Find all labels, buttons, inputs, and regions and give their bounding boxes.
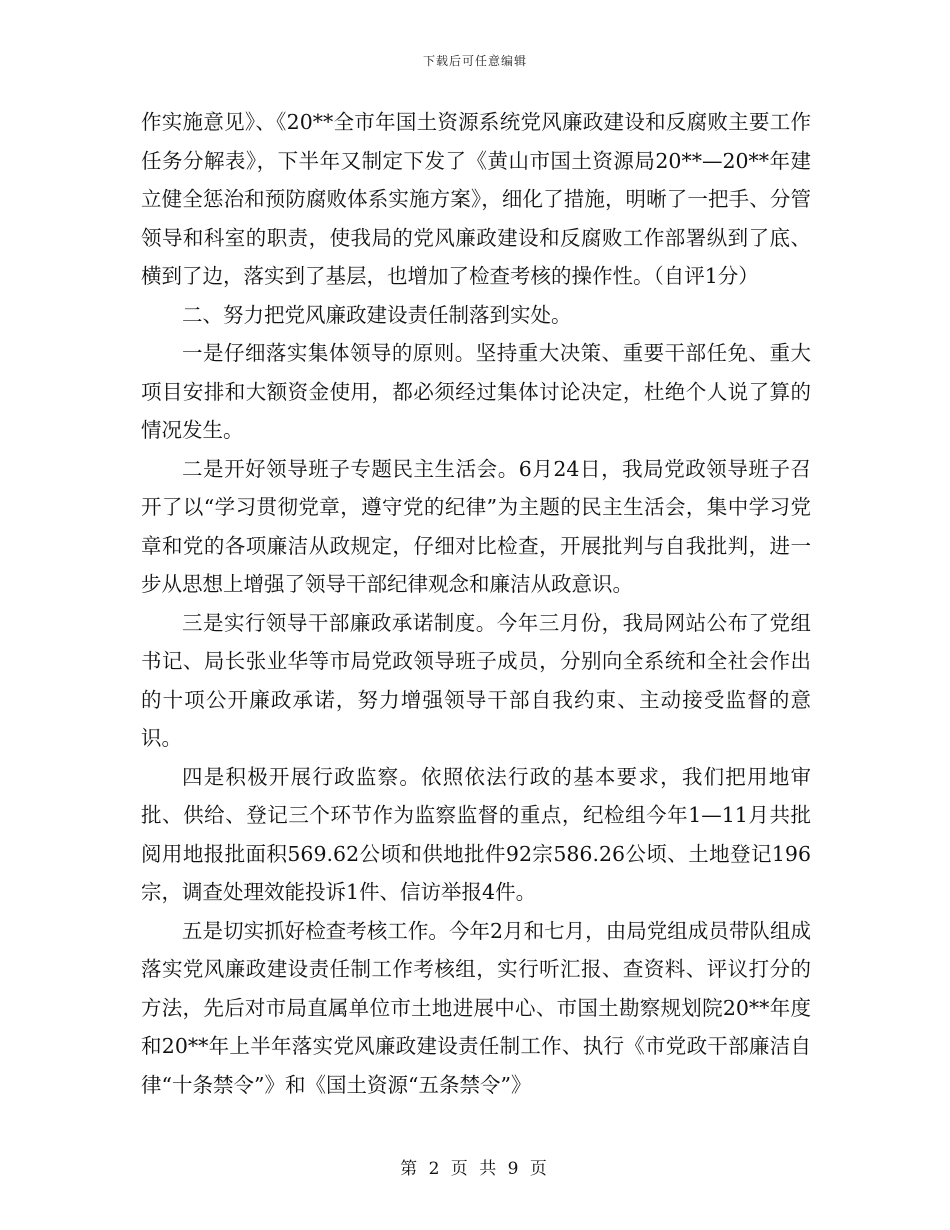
section-heading: 二、努力把党风廉政建设责任制落到实处。	[182, 302, 572, 327]
page-number-footer: 第 2 页 共 9 页	[400, 1159, 550, 1179]
paragraph-item-2: 二是开好领导班子专题民主生活会。6月24日，我局党政领导班子召开了以“学习贯彻党章，遵守党的纪律”为主题的民主生活会，集中学习党章和党的各项廉洁从政规定，仔细对比检查，开展批判与自我批判，进一步从思想上增强了领导干部纪律观念和廉洁从政意识。	[141, 456, 811, 596]
paragraph-item-5: 五是切实抓好检查考核工作。今年2月和七月，由局党组成员带队组成落实党风廉政建设责任制工作考核组，实行听汇报、查资料、评议打分的方法，先后对市局直属单位市土地进展中心、市国土勘察规划院20**年度和20**年上半年落实党风廉政建设责任制工作、执行《市党政干部廉洁自律“十条禁令”》和《国土资源“五条禁令”》	[141, 918, 811, 1097]
paragraph-item-1: 一是仔细落实集体领导的原则。坚持重大决策、重要干部任免、重大项目安排和大额资金使用，都必须经过集体讨论决定，杜绝个人说了算的情况发生。	[141, 341, 811, 442]
paragraph-continuation: 作实施意见》、《20**全市年国土资源系统党风廉政建设和反腐败主要工作任务分解表》，下半年又制定下发了《黄山市国土资源局20**—20**年建立健全惩治和预防腐败体系实施方案》，细化了措施，明晰了一把手、分管领导和科室的职责，使我局的党风廉政建设和反腐败工作部署纵到了底、横到了边，落实到了基层，也增加了检查考核的操作性。（自评1分）	[141, 110, 811, 288]
paragraph-item-3: 三是实行领导干部廉政承诺制度。今年三月份，我局网站公布了党组书记、局长张业华等市局党政领导班子成员，分别向全系统和全社会作出的十项公开廉政承诺，努力增强领导干部自我约束、主动接受监督的意识。	[141, 610, 811, 750]
paragraph-item-4: 四是积极开展行政监察。依照依法行政的基本要求，我们把用地审批、供给、登记三个环节作为监察监督的重点，纪检组今年1—11月共批阅用地报批面积569.62公顷和供地批件92宗586.26公顷、土地登记196宗，调查处理效能投诉1件、信访举报4件。	[141, 764, 811, 904]
page-header-note: 下载后可任意编辑	[422, 54, 527, 68]
document-body	[141, 103, 811, 1104]
